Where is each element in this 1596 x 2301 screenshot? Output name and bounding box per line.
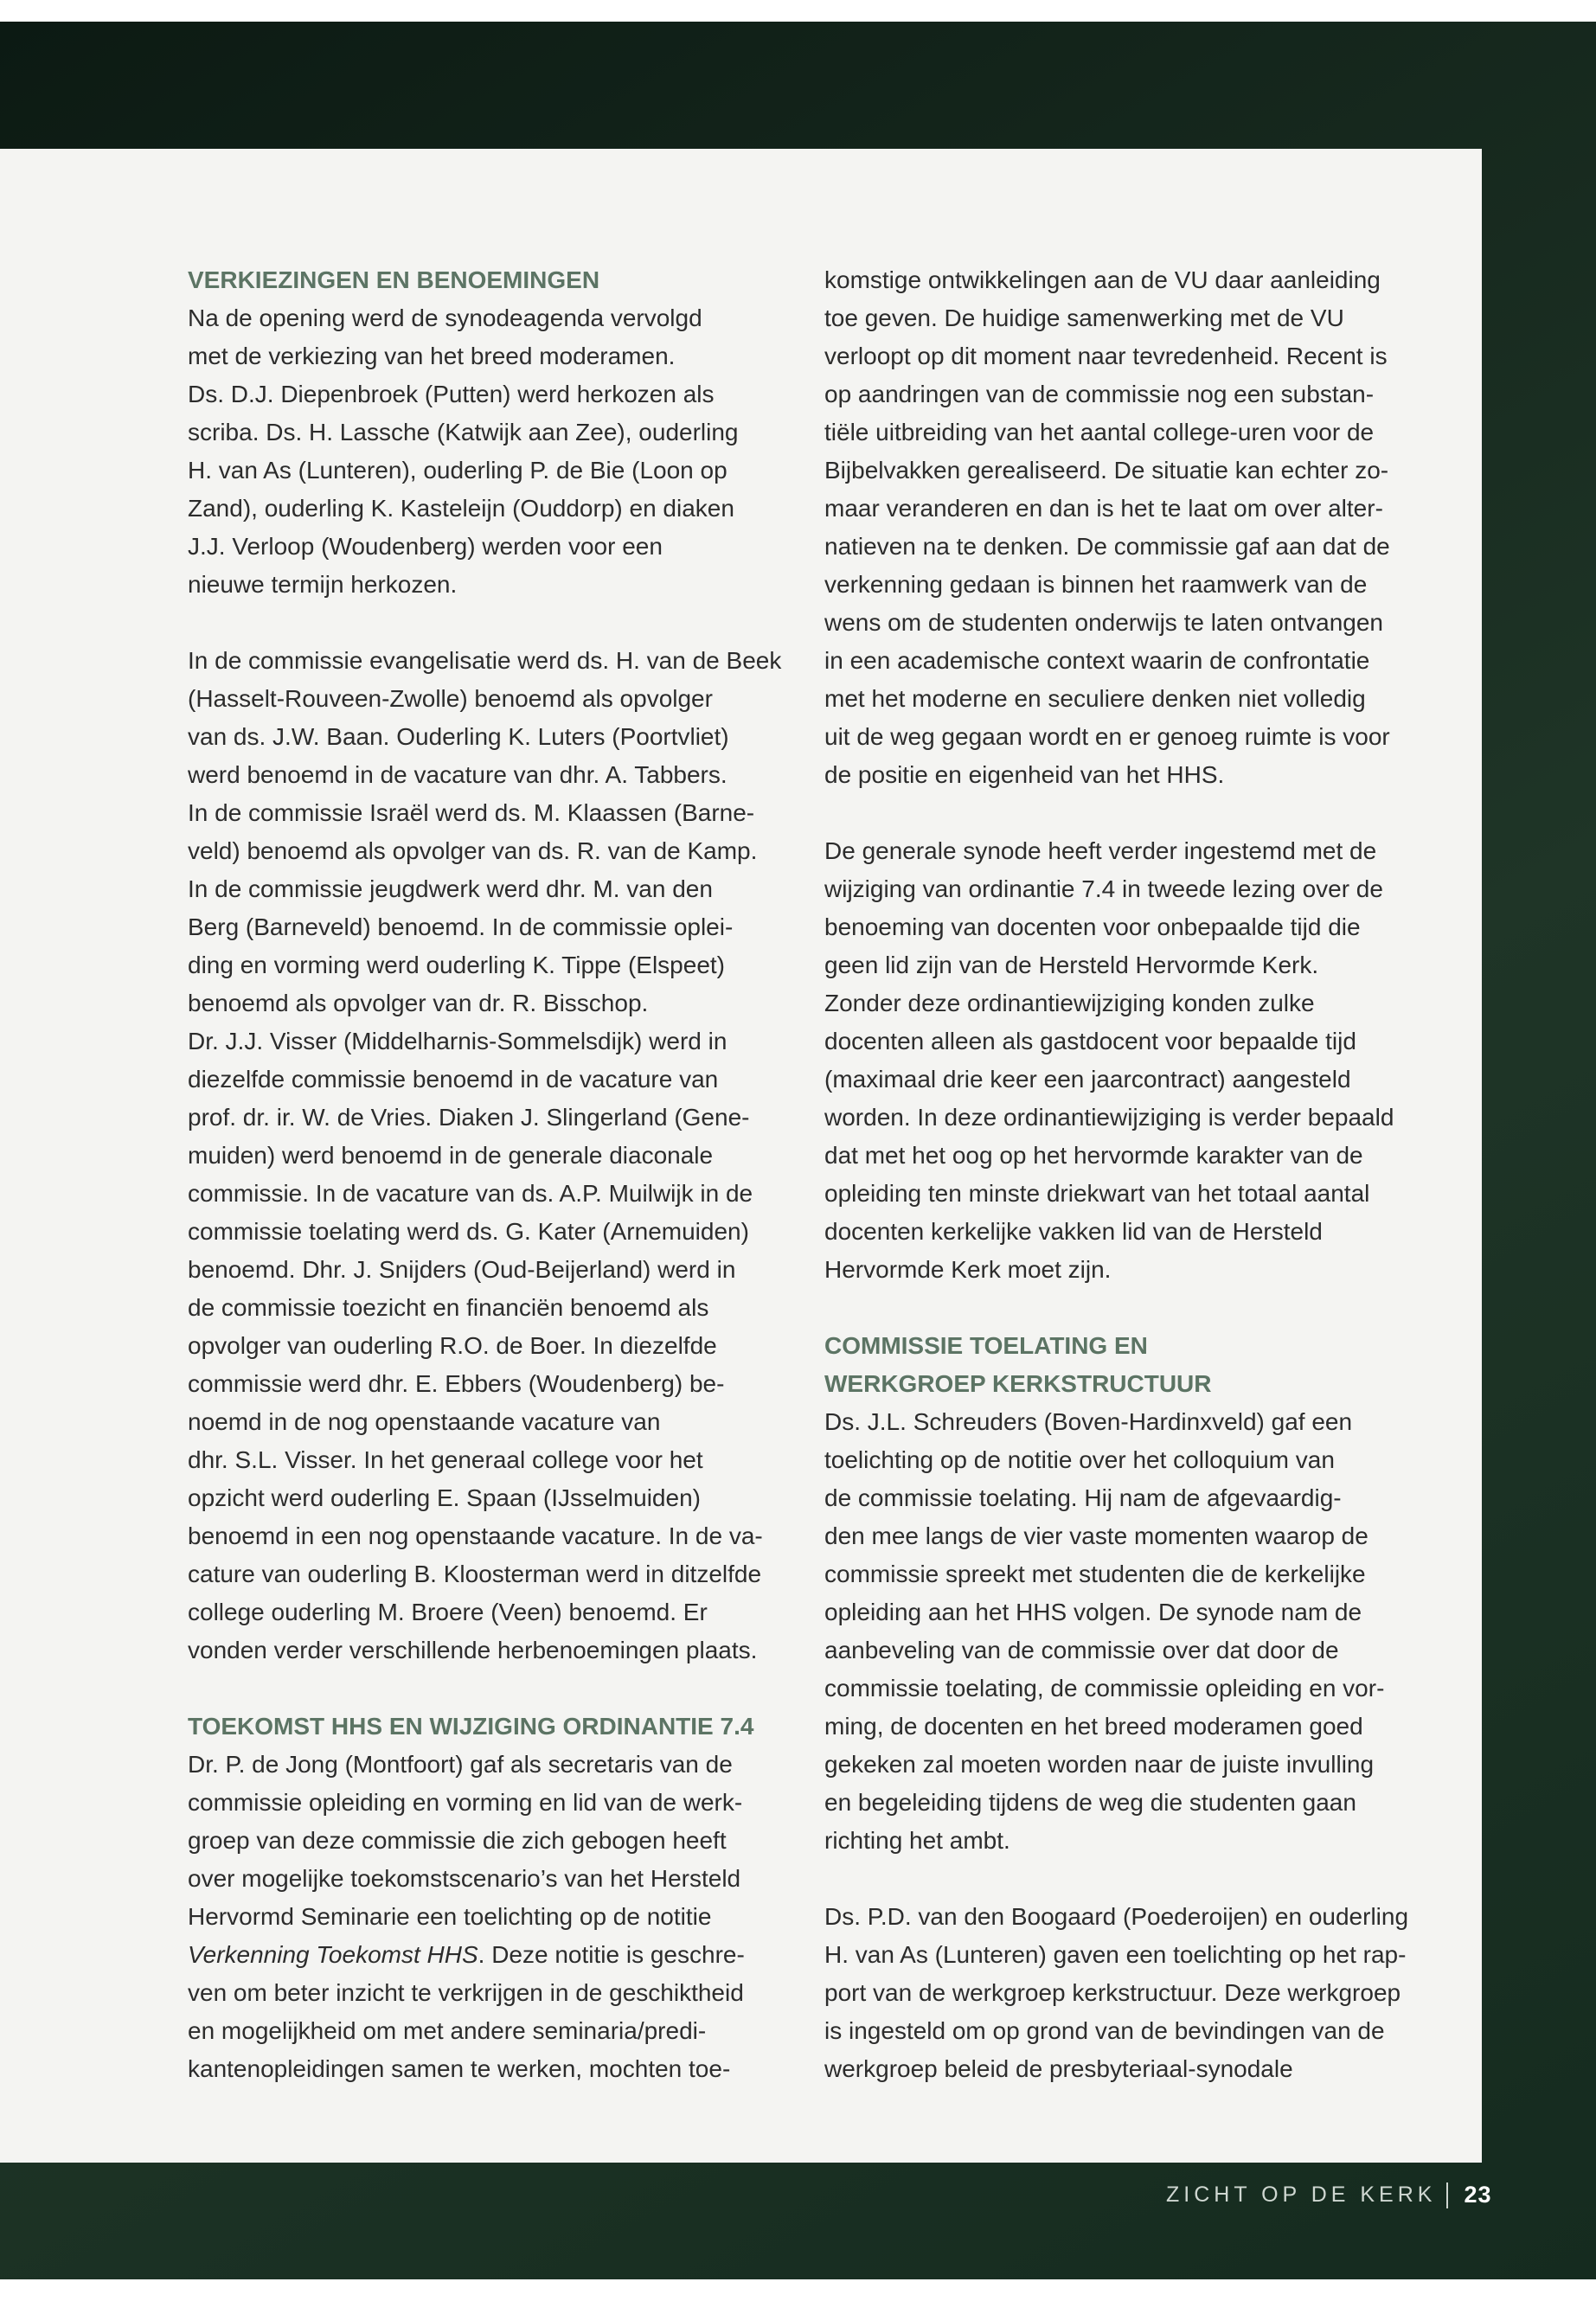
text-line: docenten alleen als gastdocent voor bepaalde tijd <box>824 1028 1356 1054</box>
left-column <box>188 261 785 2088</box>
text-line: scriba. Ds. H. Lassche (Katwijk aan Zee), ouderling <box>188 419 739 445</box>
section-heading-commissie-toelating <box>824 1327 1421 1403</box>
text-line: op aandringen van de commissie nog een substan- <box>824 381 1375 407</box>
text-line: (Hasselt-Rouveen-Zwolle) benoemd als opvolger <box>188 685 713 712</box>
text-line: COMMISSIE TOELATING EN <box>824 1332 1148 1359</box>
text-line: H. van As (Lunteren), ouderling P. de Bie (Loon op <box>188 457 727 484</box>
text-line: muiden) werd benoemd in de generale diaconale <box>188 1142 714 1169</box>
section-heading-verkiezingen: VERKIEZINGEN EN BENOEMINGEN <box>188 266 600 293</box>
text-line: vonden verder verschillende herbenoemingen plaats. <box>188 1637 758 1663</box>
text-line: gekeken zal moeten worden naar de juiste invulling <box>824 1751 1375 1778</box>
text-line: toelichting op de notitie over het colloquium van <box>824 1446 1335 1473</box>
text-line: port van de werkgroep kerkstructuur. Deze werkgroep <box>824 1979 1401 2006</box>
text-line: kantenopleidingen samen te werken, mochten toe- <box>188 2055 731 2082</box>
paragraph-verkiezingen <box>188 299 785 604</box>
text-line: diezelfde commissie benoemd in de vacature van <box>188 1066 719 1093</box>
text-line: werd benoemd in de vacature van dhr. A. Tabbers. <box>188 761 727 788</box>
page-number: 23 <box>1464 2182 1492 2208</box>
paragraph-ordinantie <box>824 832 1421 1289</box>
text-line: prof. dr. ir. W. de Vries. Diaken J. Slingerland (Gene- <box>188 1104 750 1131</box>
text-line: verkenning gedaan is binnen het raamwerk van de <box>824 571 1368 598</box>
text-line: benoemd als opvolger van dr. R. Bisschop. <box>188 990 649 1016</box>
text-line: In de commissie jeugdwerk werd dhr. M. van den <box>188 875 713 902</box>
text-line: is ingesteld om op grond van de bevindingen van de <box>824 2017 1385 2044</box>
text-line: verloopt op dit moment naar tevredenheid. Recent is <box>824 343 1388 369</box>
text-line: Ds. D.J. Diepenbroek (Putten) werd herkozen als <box>188 381 715 407</box>
text-line: geen lid zijn van de Hersteld Hervormde Kerk. <box>824 952 1319 978</box>
text-line: worden. In deze ordinantiewijziging is verder bepaald <box>824 1104 1394 1131</box>
text-line: met de verkiezing van het breed moderamen. <box>188 343 676 369</box>
text-line: den mee langs de vier vaste momenten waarop de <box>824 1522 1368 1549</box>
text-line: Zonder deze ordinantiewijziging konden zulke <box>824 990 1315 1016</box>
text-line: natieven na te denken. De commissie gaf aan dat de <box>824 533 1390 560</box>
text-line: WERKGROEP KERKSTRUCTUUR <box>824 1370 1212 1397</box>
text-line: commissie. In de vacature van ds. A.P. Muilwijk in de <box>188 1180 753 1207</box>
text-line: van ds. J.W. Baan. Ouderling K. Luters (Poortvliet) <box>188 723 729 750</box>
text-line: noemd in de nog openstaande vacature van <box>188 1408 661 1435</box>
paragraph-colloquium <box>824 1403 1421 1860</box>
text-line: met het moderne en seculiere denken niet volledig <box>824 685 1366 712</box>
text-line: richting het ambt. <box>824 1827 1010 1854</box>
page-footer <box>1166 2182 1492 2208</box>
text-line: H. van As (Lunteren) gaven een toelichting op het rap- <box>824 1941 1407 1968</box>
text-line: opvolger van ouderling R.O. de Boer. In diezelfde <box>188 1332 717 1359</box>
text-line: Zand), ouderling K. Kasteleijn (Ouddorp) en diaken <box>188 495 734 522</box>
text-line: opleiding aan het HHS volgen. De synode nam de <box>824 1599 1362 1625</box>
text-line: Hervormde Kerk moet zijn. <box>824 1256 1112 1283</box>
text-line: Dr. P. de Jong (Montfoort) gaf als secretaris van de <box>188 1751 733 1778</box>
text-line: maar veranderen en dan is het te laat om over alter- <box>824 495 1383 522</box>
text-line: benoemd in een nog openstaande vacature. In de va- <box>188 1522 763 1549</box>
text-line: opleiding ten minste driekwart van het totaal aantal <box>824 1180 1370 1207</box>
text-line: en mogelijkheid om met andere seminaria/predi- <box>188 2017 707 2044</box>
text-line: commissie opleiding en vorming en lid van de werk- <box>188 1789 743 1816</box>
text-line: In de commissie evangelisatie werd ds. H. van de Beek <box>188 647 782 674</box>
paragraph-toekomst-a <box>188 1746 785 1936</box>
text-line: uit de weg gegaan wordt en er genoeg ruimte is voor <box>824 723 1390 750</box>
text-line: wens om de studenten onderwijs te laten ontvangen <box>824 609 1383 636</box>
text-line: aanbeveling van de commissie over dat door de <box>824 1637 1339 1663</box>
text-line: werkgroep beleid de presbyteriaal-synodale <box>824 2055 1293 2082</box>
text-line: cature van ouderling B. Kloosterman werd in ditzelfde <box>188 1561 762 1587</box>
text-line: groep van deze commissie die zich gebogen heeft <box>188 1827 727 1854</box>
section-heading-toekomst-hhs: TOEKOMST HHS EN WIJZIGING ORDINANTIE 7.4 <box>188 1713 754 1740</box>
text-line: ming, de docenten en het breed moderamen goed <box>824 1713 1363 1740</box>
right-column <box>824 261 1421 2088</box>
paragraph-vu <box>824 261 1421 794</box>
text-line: veld) benoemd als opvolger van ds. R. van de Kamp. <box>188 837 758 864</box>
footer-divider <box>1446 2182 1448 2208</box>
text-line: opzicht werd ouderling E. Spaan (IJsselmuiden) <box>188 1484 701 1511</box>
text-line: ven om beter inzicht te verkrijgen in de geschiktheid <box>188 1979 744 2006</box>
text-line: Ds. J.L. Schreuders (Boven-Hardinxveld) gaf een <box>824 1408 1353 1435</box>
text-line: J.J. Verloop (Woudenberg) werden voor een <box>188 533 663 560</box>
paragraph-toekomst-b <box>188 1974 785 2088</box>
text-line: benoemd. Dhr. J. Snijders (Oud-Beijerland) werd in <box>188 1256 736 1283</box>
notitie-title: Verkenning Toekomst HHS <box>188 1941 478 1968</box>
text-line: commissie werd dhr. E. Ebbers (Woudenberg) be- <box>188 1370 725 1397</box>
text-line: Na de opening werd de synodeagenda vervolgd <box>188 304 702 331</box>
text-line: over mogelijke toekomstscenario’s van het Hersteld <box>188 1865 741 1892</box>
text-line: Ds. P.D. van den Boogaard (Poederoijen) en ouderling <box>824 1903 1409 1930</box>
text-line: Berg (Barneveld) benoemd. In de commissie oplei- <box>188 913 734 940</box>
text-line: de commissie toelating. Hij nam de afgevaardig- <box>824 1484 1342 1511</box>
text-line: en begeleiding tijdens de weg die studenten gaan <box>824 1789 1356 1816</box>
text-line: ding en vorming werd ouderling K. Tippe (Elspeet) <box>188 952 726 978</box>
notitie-sentence: . Deze notitie is geschre- <box>478 1941 745 1968</box>
text-line: nieuwe termijn herkozen. <box>188 571 458 598</box>
text-line: De generale synode heeft verder ingestemd met de <box>824 837 1377 864</box>
text-line: commissie toelating werd ds. G. Kater (Arnemuiden) <box>188 1218 749 1245</box>
paragraph-commissies <box>188 642 785 1670</box>
text-line: wijziging van ordinantie 7.4 in tweede lezing over de <box>824 875 1383 902</box>
text-line: commissie toelating, de commissie opleiding en vor- <box>824 1675 1385 1702</box>
text-line: (maximaal drie keer een jaarcontract) aangesteld <box>824 1066 1351 1093</box>
paragraph-line-notitie <box>188 1936 785 1974</box>
text-line: benoeming van docenten voor onbepaalde tijd die <box>824 913 1361 940</box>
paragraph-kerkstructuur <box>824 1898 1421 2088</box>
text-line: Hervormd Seminarie een toelichting op de notitie <box>188 1903 712 1930</box>
text-line: In de commissie Israël werd ds. M. Klaassen (Barne- <box>188 799 755 826</box>
text-line: in een academische context waarin de confrontatie <box>824 647 1370 674</box>
text-line: Bijbelvakken gerealiseerd. De situatie kan echter zo- <box>824 457 1389 484</box>
text-line: tiële uitbreiding van het aantal college-uren voor de <box>824 419 1375 445</box>
text-line: de positie en eigenheid van het HHS. <box>824 761 1225 788</box>
text-line: college ouderling M. Broere (Veen) benoemd. Er <box>188 1599 708 1625</box>
text-line: dhr. S.L. Visser. In het generaal college voor het <box>188 1446 703 1473</box>
text-line: komstige ontwikkelingen aan de VU daar aanleiding <box>824 266 1381 293</box>
text-line: de commissie toezicht en financiën benoemd als <box>188 1294 709 1321</box>
text-line: docenten kerkelijke vakken lid van de Hersteld <box>824 1218 1323 1245</box>
text-line: toe geven. De huidige samenwerking met de VU <box>824 304 1344 331</box>
text-line: dat met het oog op het hervormde karakter van de <box>824 1142 1363 1169</box>
magazine-title: ZICHT OP DE KERK <box>1166 2182 1437 2207</box>
text-line: commissie spreekt met studenten die de kerkelijke <box>824 1561 1366 1587</box>
text-line: Dr. J.J. Visser (Middelharnis-Sommelsdijk) werd in <box>188 1028 727 1054</box>
